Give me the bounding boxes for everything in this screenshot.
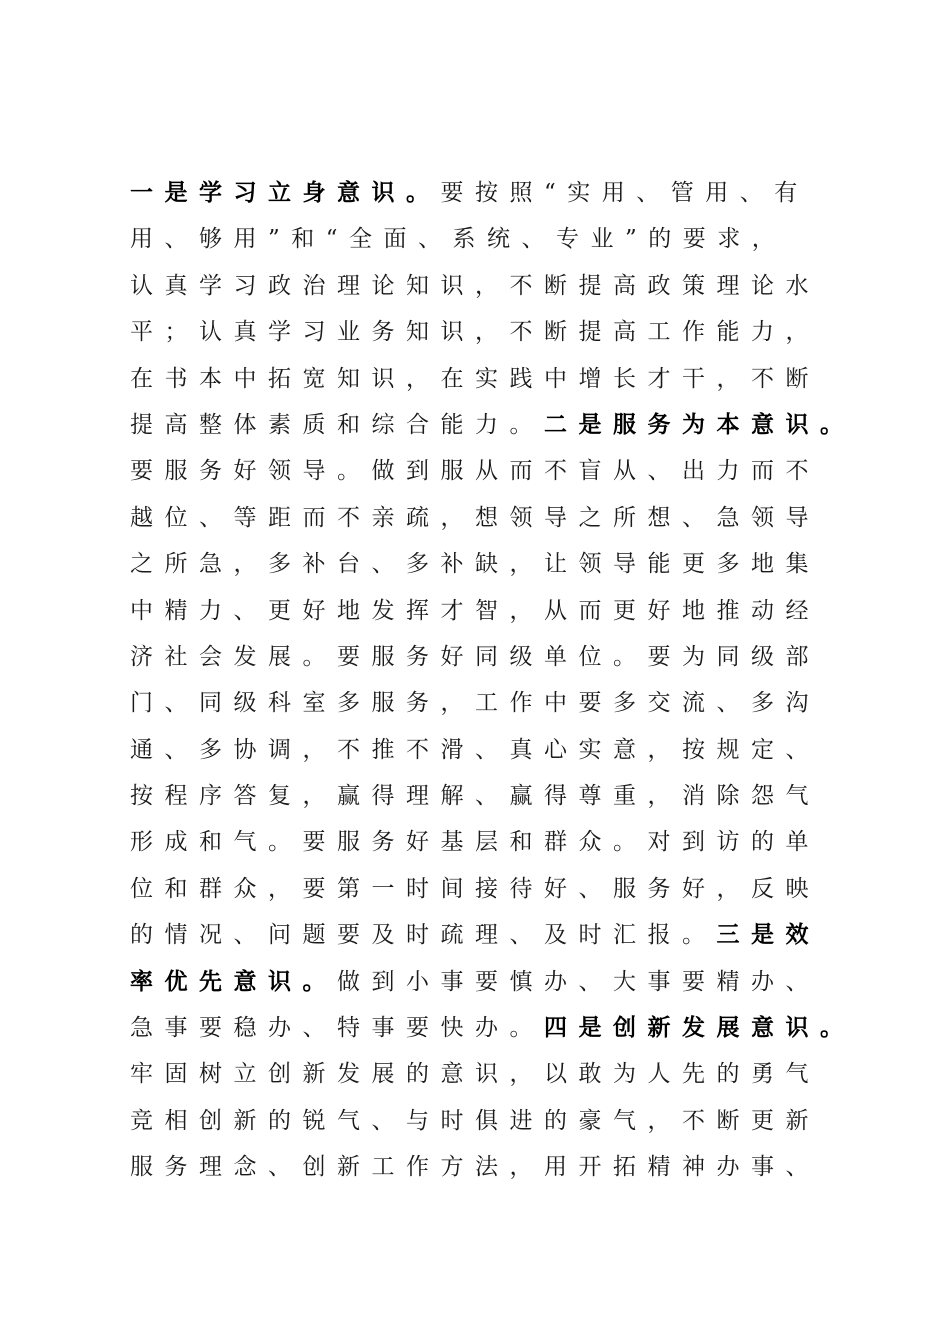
text-line (130, 634, 860, 680)
text-line (130, 1098, 860, 1144)
heading-phrase: 三是效 (716, 922, 820, 949)
text-segment: 牢固树立创新发展的意识，以敢为人先的勇气 (130, 1061, 820, 1088)
text-line (130, 402, 860, 448)
text-line (130, 309, 860, 355)
text-line (130, 216, 860, 262)
text-segment: 之所急，多补台、多补缺，让领导能更多地集 (130, 551, 820, 578)
text-line (130, 263, 860, 309)
text-segment: 要服务好领导。做到服从而不盲从、出力而不 (130, 458, 820, 485)
text-segment: 中精力、更好地发挥才智，从而更好地推动经 (130, 597, 820, 624)
text-line (130, 727, 860, 773)
text-line (130, 541, 860, 587)
text-line (130, 912, 860, 958)
text-line (130, 773, 860, 819)
text-segment: 门、同级科室多服务，工作中要多交流、多沟 (130, 690, 820, 717)
heading-phrase: 二是服务为本意识。 (544, 411, 855, 438)
text-segment: 位和群众，要第一时间接待好、服务好，反映 (130, 875, 820, 902)
text-segment: 要按照“实用、管用、有 (440, 180, 809, 206)
text-segment: 平；认真学习业务知识，不断提高工作能力， (130, 319, 820, 346)
text-segment: 认真学习政治理论知识，不断提高政策理论水 (130, 272, 820, 299)
text-line (130, 1051, 860, 1097)
text-line (130, 356, 860, 402)
text-line (130, 1005, 860, 1051)
heading-phrase: 一是学习立身意识。 (130, 180, 441, 206)
text-segment: 做到小事要慎办、大事要精办、 (337, 968, 820, 995)
text-segment: 济社会发展。要服务好同级单位。要为同级部 (130, 643, 820, 670)
text-line (130, 866, 860, 912)
text-segment: 急事要稳办、特事要快办。 (130, 1015, 544, 1042)
text-segment: 竞相创新的锐气、与时俱进的豪气，不断更新 (130, 1107, 820, 1134)
text-line (130, 588, 860, 634)
text-line (130, 680, 860, 726)
text-segment: 形成和气。要服务好基层和群众。对到访的单 (130, 829, 820, 856)
text-segment: 通、多协调，不推不滑、真心实意，按规定、 (130, 736, 820, 763)
text-line (130, 495, 860, 541)
text-segment: 在书本中拓宽知识，在实践中增长才干，不断 (130, 365, 820, 392)
text-segment: 提高整体素质和综合能力。 (130, 411, 544, 438)
text-segment: 的情况、问题要及时疏理、及时汇报。 (130, 922, 717, 949)
text-line (130, 170, 860, 216)
text-line (130, 959, 860, 1005)
body-text (130, 170, 860, 1191)
text-line (130, 1144, 860, 1190)
text-segment: 按程序答复，赢得理解、赢得尊重，消除怨气 (130, 783, 820, 810)
text-segment: 服务理念、创新工作方法，用开拓精神办事、 (130, 1154, 820, 1181)
heading-phrase: 率优先意识。 (130, 968, 337, 995)
text-line (130, 819, 860, 865)
text-line (130, 448, 860, 494)
text-segment: 用、够用”和“全面、系统、专业”的要求， (130, 226, 787, 253)
heading-phrase: 四是创新发展意识。 (544, 1015, 855, 1042)
text-segment: 越位、等距而不亲疏，想领导之所想、急领导 (130, 504, 820, 531)
